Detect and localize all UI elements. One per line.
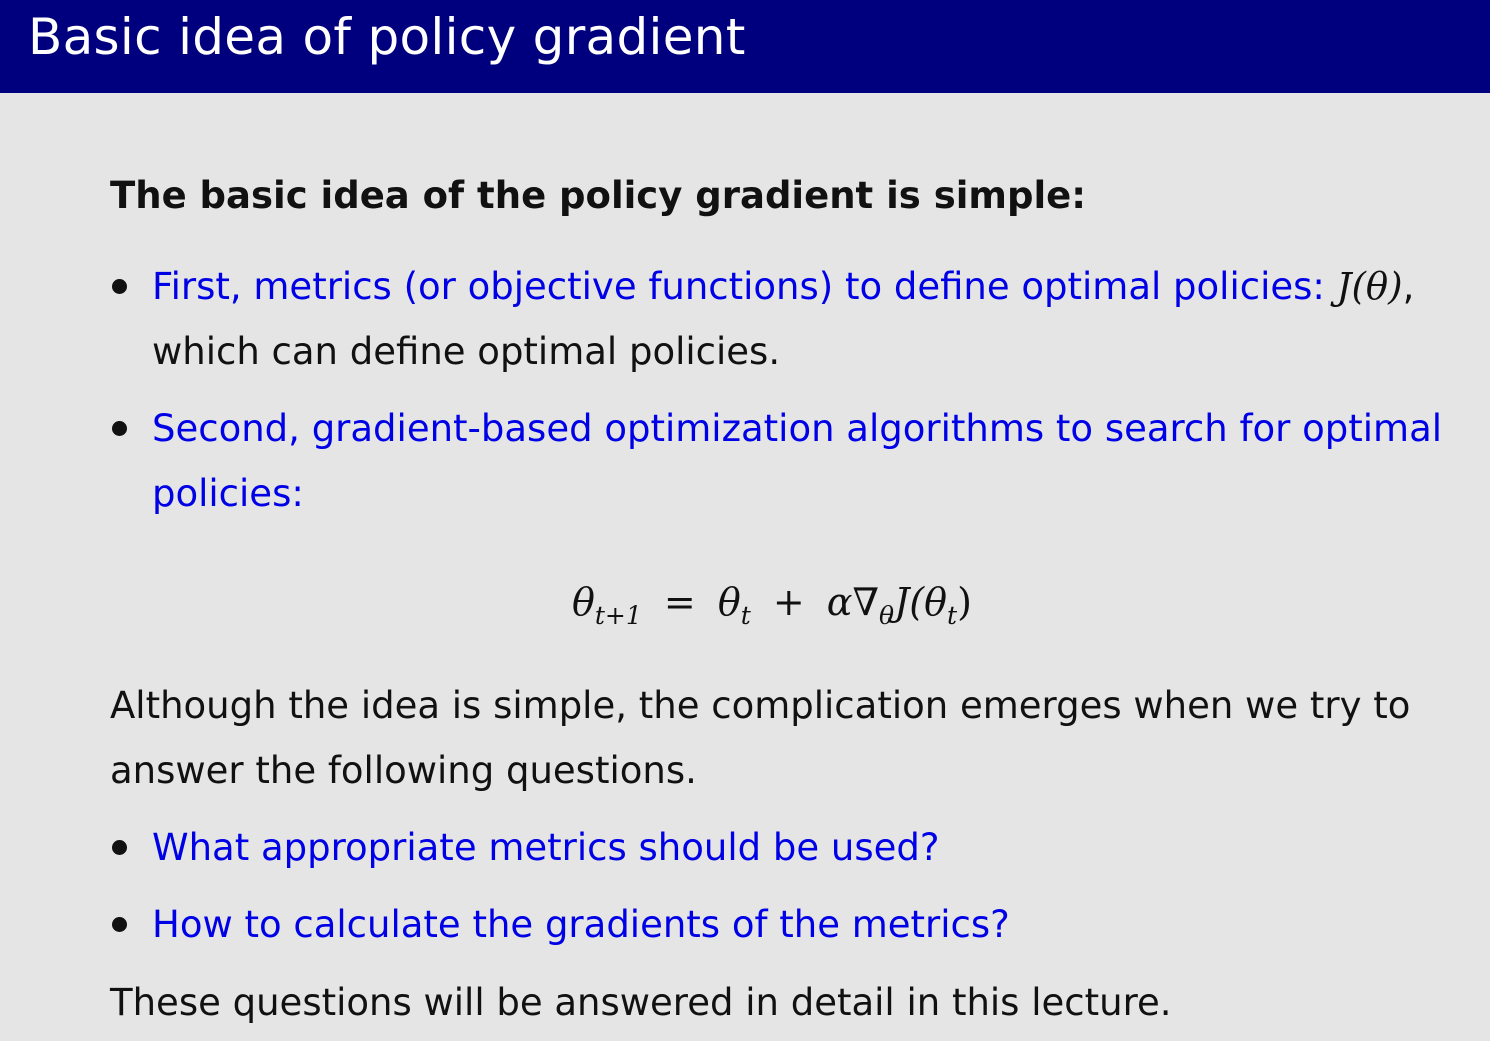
- eq-nabla-sub: θ: [879, 601, 895, 630]
- eq-plus: +: [772, 580, 805, 624]
- eq-equals: =: [663, 580, 696, 624]
- eq-close: ): [957, 580, 972, 624]
- question-1: What appropriate metrics should be used?: [152, 826, 940, 869]
- eq-nabla: ∇: [852, 580, 880, 624]
- bullet-2-line-2: policies:: [152, 472, 304, 515]
- eq-lhs-theta: θ: [572, 580, 595, 624]
- question-2: How to calculate the gradients of the metrics?: [152, 903, 1010, 946]
- eq-term1-theta: θ: [717, 580, 741, 624]
- eq-term1-sub: t: [740, 601, 751, 630]
- update-equation: [572, 580, 972, 630]
- bullet-dot-3: [112, 840, 127, 855]
- bullet-2-line-1: Second, gradient-based optimization algorithms to search for optimal: [152, 407, 1443, 450]
- closing-text: These questions will be answered in detail in this lecture.: [110, 981, 1172, 1024]
- bullet-dot-2: [112, 421, 127, 436]
- bullet-1-math: J(θ): [1336, 265, 1403, 308]
- eq-arg-sub: t: [947, 601, 958, 630]
- bullet-1-line-1: [152, 265, 1415, 308]
- eq-lhs-sub: t+1: [594, 601, 642, 630]
- bullet-1-text: First, metrics (or objective functions) to define optimal policies:: [152, 265, 1325, 308]
- bullet-dot-4: [112, 917, 127, 932]
- bullet-1-suffix: ,: [1402, 265, 1415, 308]
- eq-func: J(: [894, 580, 925, 624]
- slide-title: Basic idea of policy gradient: [28, 8, 746, 66]
- intro-heading: The basic idea of the policy gradient is simple:: [110, 174, 1087, 217]
- bullet-dot-1: [112, 279, 127, 294]
- paragraph-line-2: answer the following questions.: [110, 749, 697, 792]
- title-bar: [0, 0, 1490, 93]
- bullet-1-line-2: which can define optimal policies.: [152, 330, 781, 373]
- paragraph-line-1: Although the idea is simple, the complication emerges when we try to: [110, 684, 1411, 727]
- eq-alpha: α: [826, 580, 853, 624]
- eq-arg-theta: θ: [924, 580, 948, 624]
